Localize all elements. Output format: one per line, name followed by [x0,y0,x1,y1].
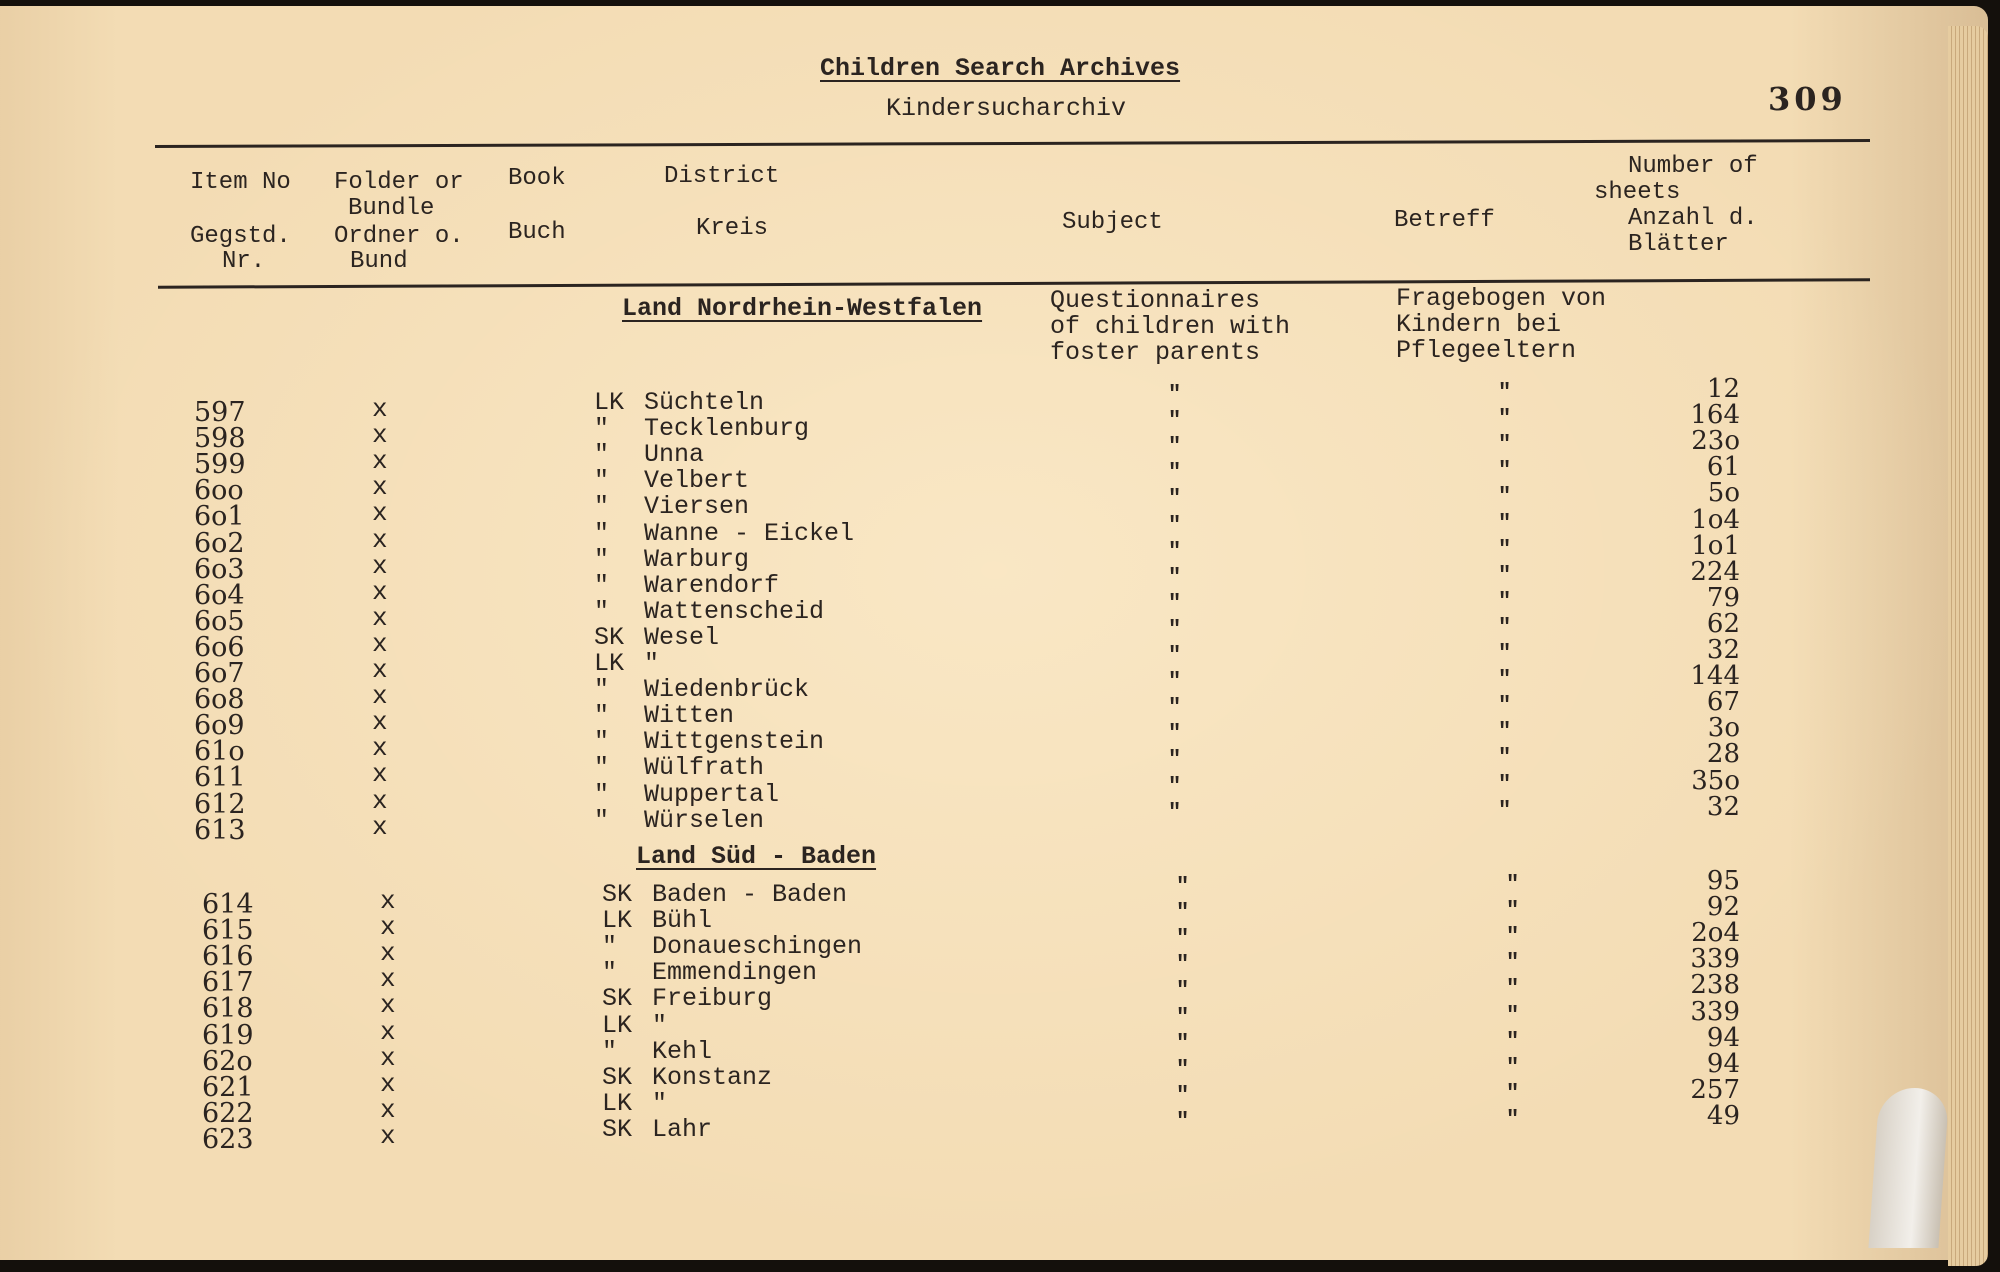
district-prefix: " [594,544,610,574]
item-no: 614 [202,889,254,920]
folder-mark: x [380,938,396,969]
folder-mark: x [380,1016,396,1047]
folder-mark: x [372,498,388,529]
district-prefix: " [602,932,618,962]
district-prefix: SK [602,1062,633,1092]
item-no: 6o8 [194,684,245,716]
ledger-page [0,6,1988,1260]
item-no: 6o7 [194,658,245,689]
betreff-ditto: " [1498,614,1512,640]
folder-mark: x [380,912,396,943]
folder-mark: x [372,576,388,607]
sheets-count: 92 [1706,892,1740,923]
sheets-count: 67 [1706,687,1740,718]
col-header-item-no-de: Gegstd. [190,223,291,250]
betreff-ditto: " [1506,1106,1520,1132]
folder-mark: x [380,1120,396,1151]
subject-ditto: " [1176,952,1190,978]
betreff-ditto: " [1498,432,1512,458]
folder-mark: x [372,681,388,712]
item-no: 6o6 [194,631,245,663]
sheets-count: 61 [1706,452,1740,483]
district-name: Viersen [644,492,750,522]
subject-ditto: " [1176,926,1190,952]
district-name: " [644,649,660,678]
betreff-ditto: " [1498,588,1512,614]
betreff-description-line: Fragebogen von [1396,284,1607,313]
folder-mark: x [380,964,396,995]
betreff-ditto: " [1506,872,1520,897]
district-prefix: " [594,518,610,548]
item-no: 62o [202,1045,253,1077]
col-header-folder-de: Ordner o. [334,223,464,250]
subject-ditto: " [1176,1082,1190,1108]
col-header-sheets-de-2: Blätter [1628,231,1729,258]
sheets-count: 94 [1706,1022,1740,1053]
folder-mark: x [380,886,396,916]
sheets-count: 28 [1706,739,1740,770]
sheets-count: 144 [1690,661,1740,692]
district-name: Wanne - Eickel [644,518,855,548]
district-name: Unna [644,440,705,470]
subject-ditto: " [1168,408,1182,434]
subject-description-line: of children with [1050,312,1291,341]
subject-ditto: " [1168,616,1182,642]
sheets-count: 1o1 [1691,530,1740,561]
district-prefix: " [602,1036,618,1066]
betreff-ditto: " [1506,1028,1520,1054]
district-name: Konstanz [652,1062,773,1092]
sheets-count: 2o4 [1691,918,1740,949]
betreff-ditto: " [1498,484,1512,510]
table-row [0,374,1900,428]
betreff-ditto: " [1506,924,1520,950]
sheets-count: 257 [1690,1074,1740,1105]
subject-ditto: " [1168,538,1182,564]
district-prefix: " [594,675,610,705]
district-name: " [652,1010,668,1040]
item-no: 6o1 [194,501,245,533]
district-prefix: " [594,440,610,470]
betreff-ditto: " [1498,510,1512,536]
item-no: 615 [202,915,254,947]
betreff-ditto: " [1498,406,1512,432]
folder-mark: x [372,472,388,503]
sheets-count: 5o [1707,478,1740,509]
betreff-ditto: " [1506,976,1520,1002]
district-name: Wülfrath [644,753,765,783]
betreff-ditto: " [1498,641,1512,666]
district-name: Baden - Baden [652,880,848,909]
district-name: Velbert [644,466,750,496]
district-name: Warburg [644,544,750,574]
district-prefix: " [594,779,610,809]
district-prefix: " [594,753,610,783]
sheets-count: 12 [1706,374,1740,404]
district-prefix: LK [602,1010,633,1040]
betreff-ditto: " [1498,693,1512,719]
folder-mark: x [372,602,388,633]
district-name: Wittgenstein [644,727,825,757]
district-name: Freiburg [652,984,773,1014]
item-no: 6o3 [194,553,245,585]
betreff-ditto: " [1506,1002,1520,1028]
item-no: 6o9 [194,710,245,742]
district-name: Bühl [652,906,713,936]
subject-description-line: foster parents [1050,338,1261,367]
betreff-ditto: " [1498,380,1512,405]
item-no: 617 [202,967,254,999]
col-header-sheets-2: sheets [1594,179,1681,206]
betreff-ditto: " [1498,745,1512,771]
subject-ditto: " [1168,382,1182,407]
sheets-count: 3o [1707,713,1740,744]
district-prefix: " [594,727,610,757]
col-header-district: District [664,163,780,190]
folder-mark: x [372,420,388,451]
district-name: Würselen [644,805,765,835]
page-number: 309 [1768,80,1847,118]
sheets-count: 164 [1690,400,1740,431]
item-no: 611 [194,762,246,794]
betreff-ditto: " [1506,950,1520,976]
col-header-folder: Folder or [334,169,464,196]
folder-mark: x [372,707,388,738]
subject-ditto: " [1176,1056,1190,1082]
subject-ditto: " [1168,460,1182,486]
item-no: 599 [194,449,246,481]
folder-mark: x [372,628,388,659]
subject-ditto: " [1168,643,1182,668]
district-prefix: " [594,570,610,600]
folder-mark: x [372,811,388,842]
subject-ditto: " [1176,1004,1190,1030]
district-prefix: LK [594,388,625,417]
folder-mark: x [372,655,388,685]
sheets-count: 95 [1706,866,1740,896]
betreff-ditto: " [1506,1054,1520,1080]
item-no: 6o5 [194,605,245,637]
col-header-folder-de-2: Bund [350,248,408,275]
subject-ditto: " [1168,590,1182,616]
col-header-item-no-de2: Nr. [222,248,266,275]
district-prefix: SK [602,1114,633,1144]
subject-ditto: " [1168,721,1182,747]
item-no: 616 [202,941,254,973]
subject-ditto: " [1168,486,1182,512]
col-header-book-de: Buch [508,219,566,246]
district-name: " [652,1088,668,1118]
betreff-description-line: Pflegeeltern [1396,336,1577,365]
page-subtitle: Kindersucharchiv [886,94,1127,123]
page-title: Children Search Archives [820,54,1181,83]
district-prefix: LK [602,1088,633,1118]
district-name: Süchteln [644,388,765,417]
district-name: Wesel [644,622,720,652]
folder-mark: x [372,446,388,477]
col-header-sheets: Number of [1628,153,1758,180]
item-no: 61o [194,736,245,768]
header-bottom-rule [158,278,1870,288]
col-header-item-no: Item No [190,169,291,196]
sheets-count: 94 [1706,1048,1740,1079]
district-prefix: SK [602,984,633,1014]
col-header-book: Book [508,165,566,192]
item-no: 618 [202,993,254,1025]
sheets-count: 79 [1706,582,1740,613]
subject-ditto: " [1176,1108,1190,1134]
section-heading: Land Süd - Baden [636,842,877,871]
sheets-count: 1o4 [1691,504,1740,535]
item-no: 598 [194,423,246,455]
page-stack-edge [1948,26,1988,1266]
col-header-folder-2: Bundle [348,195,435,222]
sheets-count: 35o [1691,765,1740,796]
folder-mark: x [380,1094,396,1125]
sheets-count: 224 [1690,556,1740,587]
betreff-ditto: " [1498,771,1512,797]
subject-ditto: " [1168,747,1182,773]
sheets-count: 32 [1706,635,1740,665]
sheets-count: 339 [1690,996,1740,1027]
district-prefix: " [594,805,610,835]
subject-ditto: " [1168,512,1182,538]
sheets-count: 339 [1690,944,1740,975]
betreff-ditto: " [1498,562,1512,588]
col-header-subject: Subject [1062,209,1163,236]
folder-mark: x [372,550,388,581]
folder-mark: x [380,1068,396,1099]
subject-ditto: " [1176,978,1190,1004]
sheets-count: 238 [1690,970,1740,1001]
district-prefix: " [594,492,610,522]
item-no: 621 [202,1071,254,1103]
item-no: 6oo [194,475,244,507]
subject-ditto: " [1168,773,1182,799]
item-no: 623 [202,1123,254,1155]
sheets-count: 62 [1706,608,1740,639]
item-no: 622 [202,1097,254,1129]
table-row [0,866,1900,920]
item-no: 6o4 [194,579,245,611]
betreff-ditto: " [1498,667,1512,693]
sheets-count: 49 [1706,1100,1740,1131]
col-header-betreff: Betreff [1394,207,1495,234]
item-no: 619 [202,1019,254,1051]
subject-ditto: " [1168,564,1182,590]
district-prefix: " [602,958,618,988]
district-name: Witten [644,701,735,731]
betreff-ditto: " [1506,1080,1520,1106]
sheets-count: 23o [1691,426,1740,457]
betreff-ditto: " [1498,797,1512,823]
subject-ditto: " [1168,695,1182,721]
betreff-ditto: " [1506,898,1520,924]
district-prefix: LK [594,649,625,678]
folder-mark: x [380,990,396,1021]
district-name: Wuppertal [644,779,780,809]
folder-mark: x [372,785,388,816]
betreff-ditto: " [1498,719,1512,745]
district-name: Warendorf [644,570,780,600]
district-name: Emmendingen [652,958,818,988]
district-name: Donaueschingen [652,932,863,962]
district-prefix: " [594,596,610,626]
item-no: 612 [194,788,246,820]
district-name: Kehl [652,1036,713,1066]
subject-ditto: " [1176,900,1190,926]
betreff-ditto: " [1498,536,1512,562]
subject-ditto: " [1168,799,1182,825]
subject-ditto: " [1176,874,1190,899]
betreff-ditto: " [1498,458,1512,484]
subject-description-line: Questionnaires [1050,286,1261,315]
section-heading: Land Nordrhein-Westfalen [622,294,983,323]
district-prefix: LK [602,906,633,936]
item-no: 6o2 [194,527,245,559]
district-prefix: SK [602,880,633,909]
folder-mark: x [372,733,388,764]
district-prefix: " [594,466,610,496]
col-header-sheets-de: Anzahl d. [1628,205,1758,232]
district-prefix: " [594,414,610,444]
sheets-count: 32 [1706,791,1740,822]
item-no: 597 [194,397,246,428]
folder-mark: x [372,524,388,555]
item-no: 613 [194,814,246,846]
district-prefix: SK [594,622,625,652]
subject-ditto: " [1176,1030,1190,1056]
district-name: Wiedenbrück [644,675,810,705]
betreff-description-line: Kindern bei [1396,310,1562,339]
district-name: Wattenscheid [644,596,825,626]
folder-mark: x [380,1042,396,1073]
folder-mark: x [372,394,388,424]
subject-ditto: " [1168,669,1182,695]
subject-ditto: " [1168,434,1182,460]
district-name: Lahr [652,1114,713,1144]
folder-mark: x [372,759,388,790]
col-header-district-de: Kreis [696,215,769,242]
header-top-rule [155,139,1870,148]
district-name: Tecklenburg [644,414,810,444]
district-prefix: " [594,701,610,731]
